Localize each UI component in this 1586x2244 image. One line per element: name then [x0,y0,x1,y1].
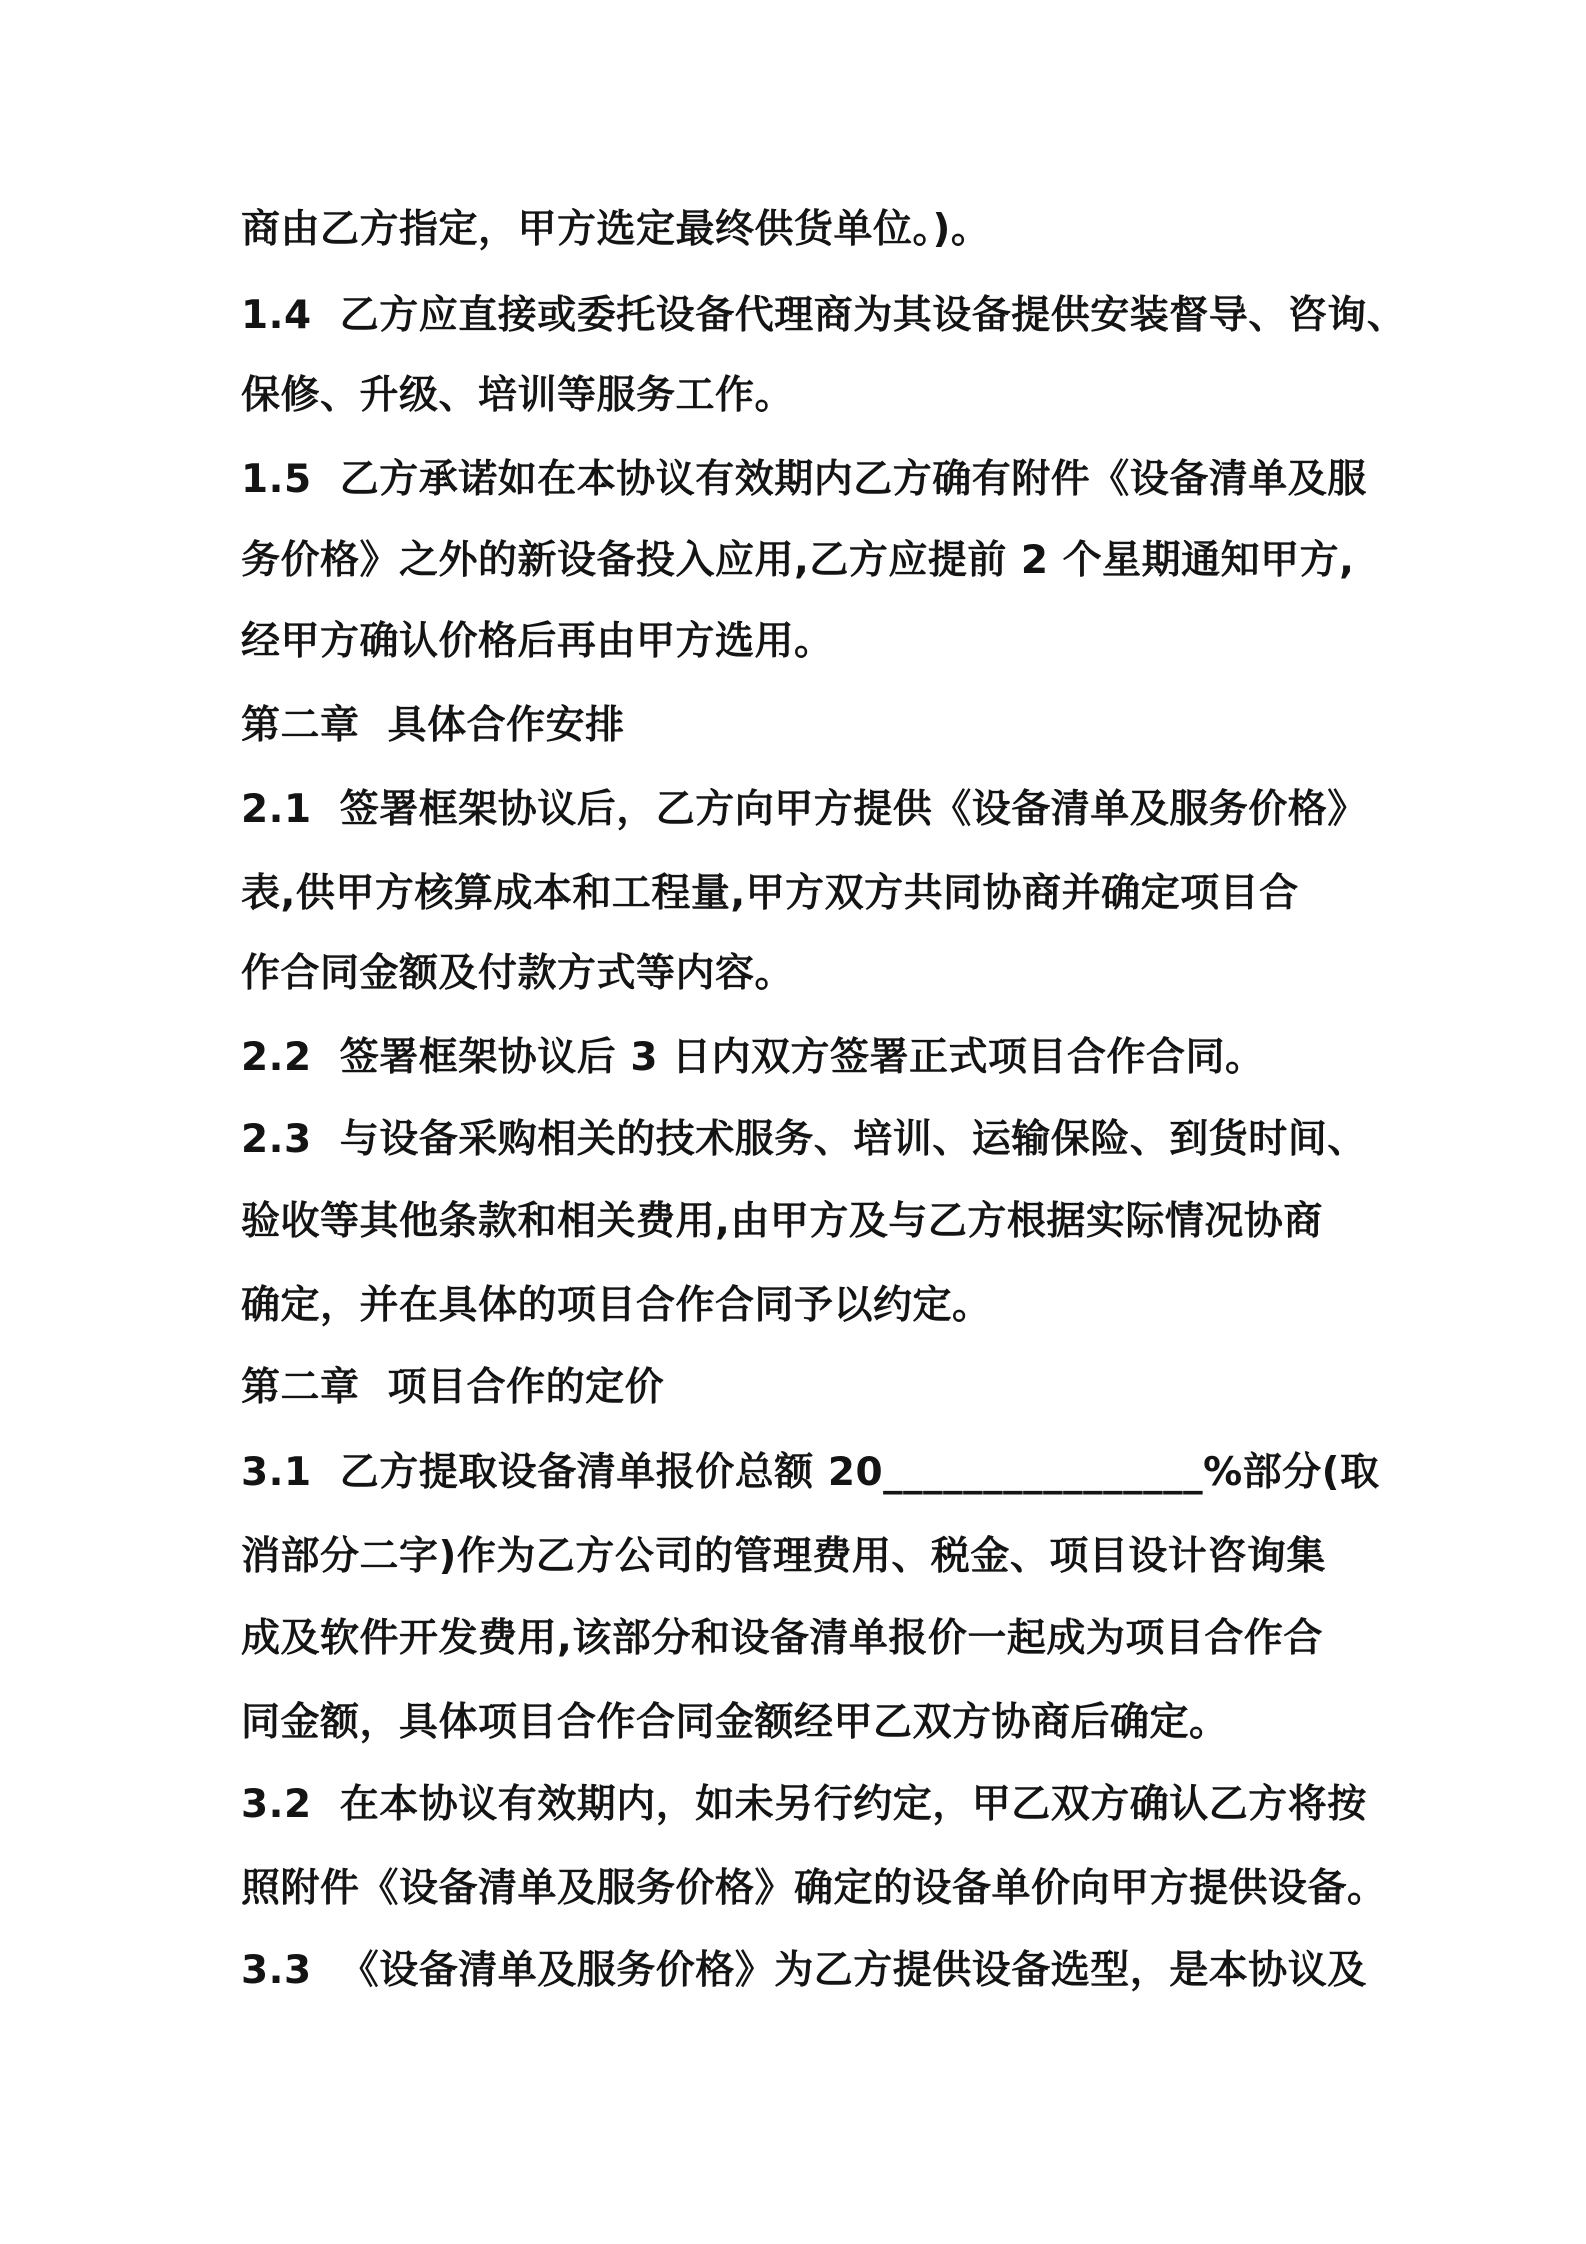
text-line: 商由乙方指定，甲方选定最终供货单位。)。 [241,207,991,252]
text-line: 务价格》之外的新设备投入应用,乙方应提前 2 个星期通知甲方, [241,538,1355,583]
text-line: 作合同金额及付款方式等内容。 [241,951,795,996]
text-line: 保修、升级、培训等服务工作。 [241,373,795,418]
text-line: 消部分二字)作为乙方公司的管理费用、税金、项目设计咨询集 [241,1534,1326,1579]
chapter-heading: 第二章 具体合作安排 [241,703,625,748]
text-line: 照附件《设备清单及服务价格》确定的设备单价向甲方提供设备。 [241,1866,1387,1911]
text-line: 经甲方确认价格后再由甲方选用。 [241,619,834,664]
text-line: 2.1 签署框架协议后，乙方向甲方提供《设备清单及服务价格》 [241,787,1367,832]
text-line: 2.2 签署框架协议后 3 日内双方签署正式项目合作合同。 [241,1035,1265,1080]
text-line: 同金额，具体项目合作合同金额经甲乙双方协商后确定。 [241,1700,1229,1745]
text-line: 2.3 与设备采购相关的技术服务、培训、运输保险、到货时间、 [241,1117,1367,1162]
chapter-heading: 第二章 项目合作的定价 [241,1365,665,1410]
text-line: 3.3 《设备清单及服务价格》为乙方提供设备选型，是本协议及 [241,1948,1367,1993]
text-line: 成及软件开发费用,该部分和设备清单报价一起成为项目合作合 [241,1616,1323,1661]
text-line: 3.1 乙方提取设备清单报价总额 20________________%部分(取 [241,1450,1380,1495]
text-line: 3.2 在本协议有效期内，如未另行约定，甲乙双方确认乙方将按 [241,1782,1367,1827]
text-line: 1.4 乙方应直接或委托设备代理商为其设备提供安装督导、咨询、 [241,293,1407,338]
text-line: 确定，并在具体的项目合作合同予以约定。 [241,1283,992,1328]
text-line: 验收等其他条款和相关费用,由甲方及与乙方根据实际情况协商 [241,1199,1323,1244]
text-line: 表,供甲方核算成本和工程量,甲方双方共同协商并确定项目合 [241,871,1299,916]
text-line: 1.5 乙方承诺如在本协议有效期内乙方确有附件《设备清单及服 [241,457,1367,502]
